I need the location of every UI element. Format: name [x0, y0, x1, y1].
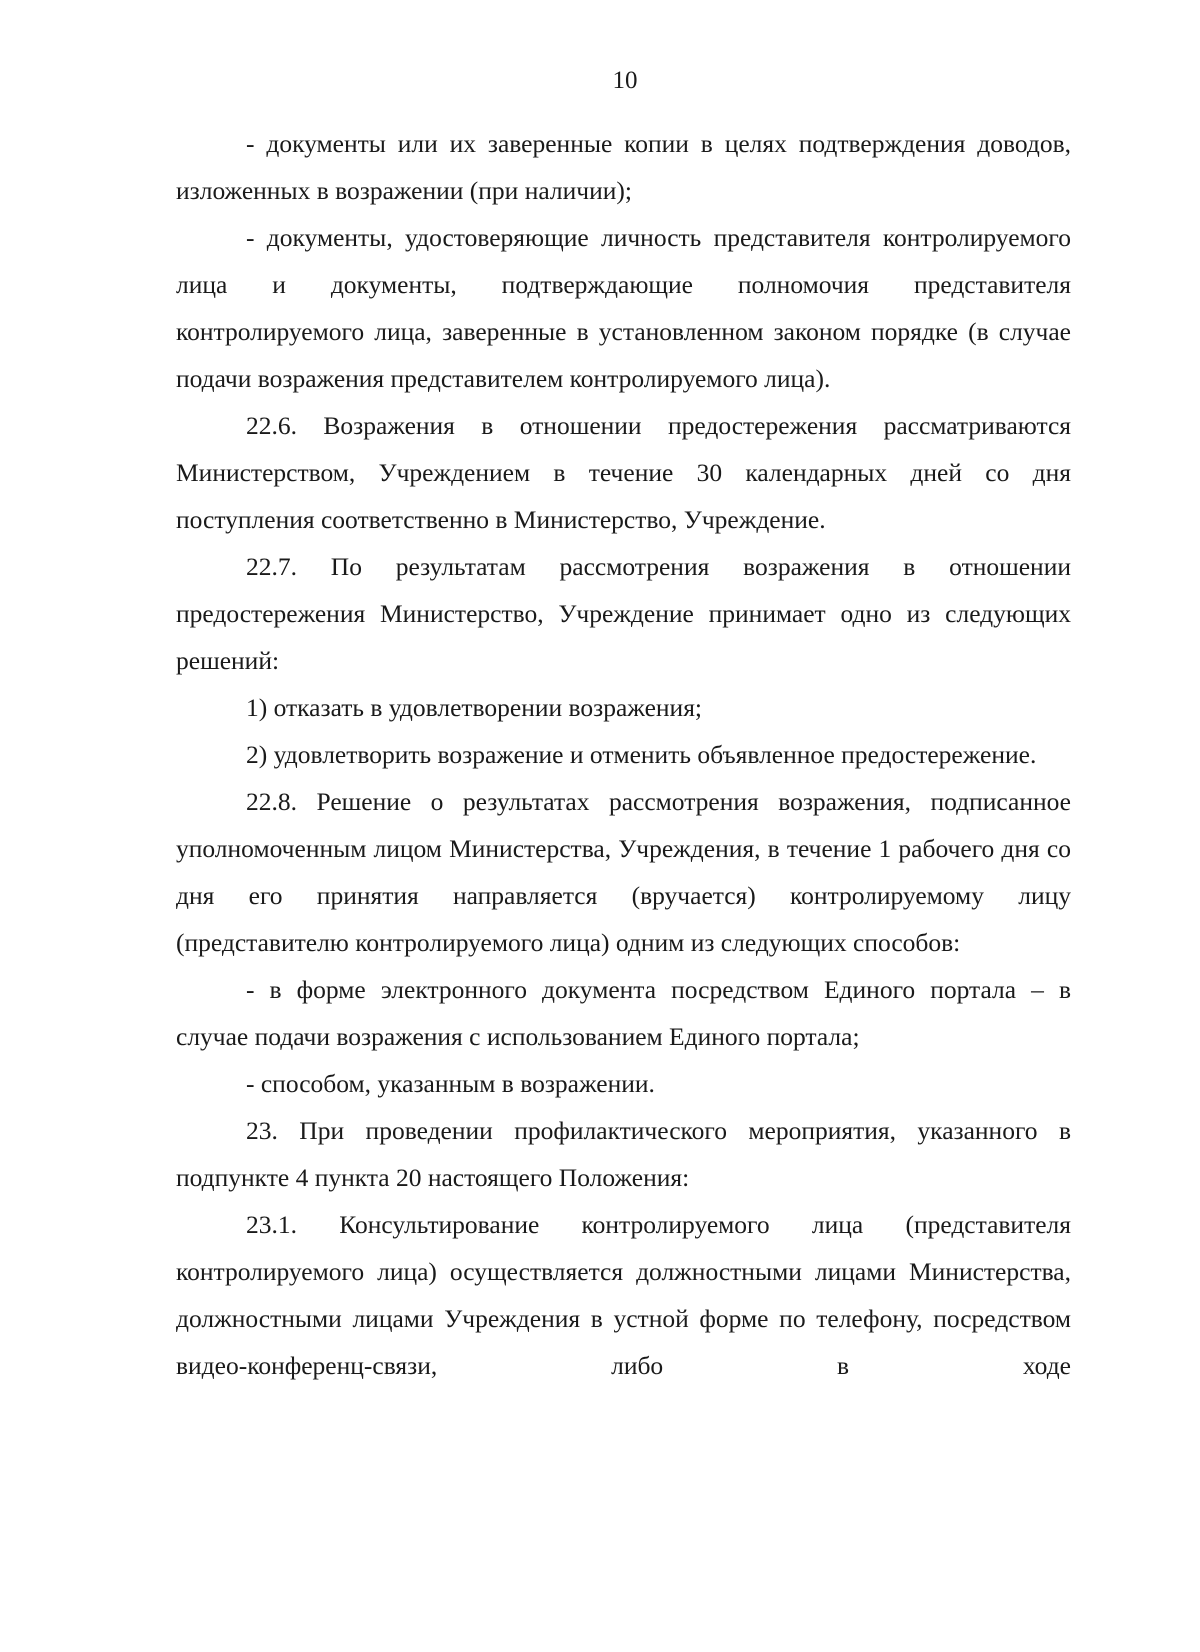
paragraph-electronic-form: - в форме электронного документа посредством Единого портала – в случае подачи возражения с использованием Единого портала; [176, 975, 1071, 1051]
paragraph-documents-copies: - документы или их заверенные копии в целях подтверждения доводов, изложенных в возражении (при наличии); [176, 129, 1071, 205]
paragraph-22-7: 22.7. По результатам рассмотрения возражения в отношении предостережения Министерство, Учреждение принимает одно из следующих решений: [176, 552, 1071, 675]
page-number: 10 [612, 67, 638, 94]
document-body [176, 120, 1071, 1389]
paragraph-decision-1: 1) отказать в удовлетворении возражения; [246, 693, 703, 722]
paragraph-23: 23. При проведении профилактического мероприятия, указанного в подпункте 4 пункта 20 настоящего Положения: [176, 1116, 1071, 1192]
paragraph-23-1: 23.1. Консультирование контролируемого лица (представителя контролируемого лица) осуществляется должностными лицами Министерства, должностными лицами Учреждения в устной форме по телефону, посредством видео-конференц-связи, либо в ходе [176, 1210, 1071, 1380]
paragraph-representative-documents: - документы, удостоверяющие личность представителя контролируемого лица и документы, подтверждающие полномочия представителя контролируемого лица, заверенные в установленном законом порядке (в случае подачи возражения представителем контролируемого лица). [176, 223, 1071, 393]
paragraph-decision-2: 2) удовлетворить возражение и отменить объявленное предостережение. [246, 740, 1037, 769]
paragraph-other-method: - способом, указанным в возражении. [246, 1069, 655, 1098]
paragraph-22-8: 22.8. Решение о результатах рассмотрения возражения, подписанное уполномоченным лицом Министерства, Учреждения, в течение 1 рабочего дня со дня его принятия направляется (вручается) контролируемому лицу (представителю контролируемого лица) одним из следующих способов: [176, 787, 1071, 957]
paragraph-22-6: 22.6. Возражения в отношении предостережения рассматриваются Министерством, Учреждением в течение 30 календарных дней со дня поступления соответственно в Министерство, Учреждение. [176, 411, 1071, 534]
